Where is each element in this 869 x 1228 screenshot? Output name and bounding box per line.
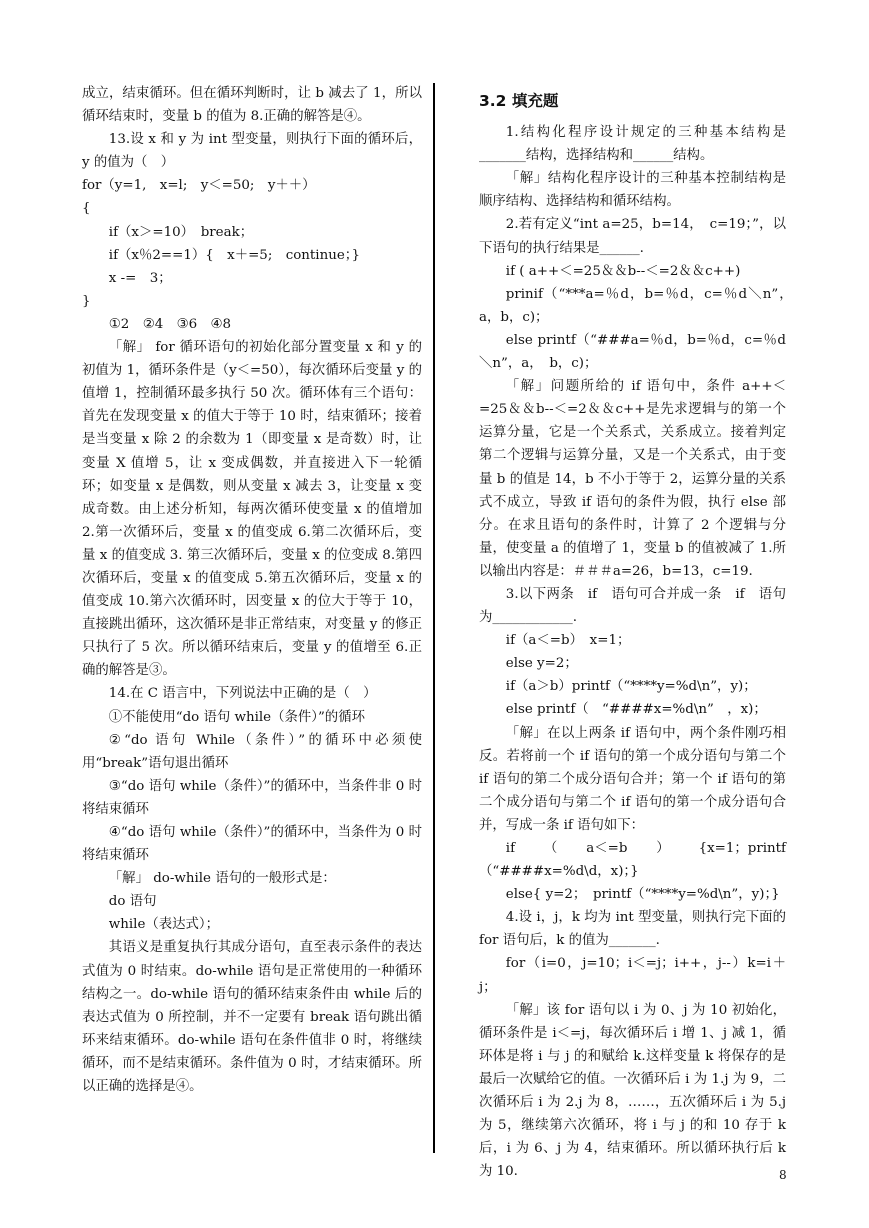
paragraph: ①2 ②4 ③6 ④8 [108,316,232,332]
paragraph: { [82,201,91,217]
paragraph: if（a＞b）printf（“****y=%d\n”，y)； [505,679,757,695]
paragraph: 「解」 for 循环语句的初始化部分置变量 x 和 y 的初值为 1，循环条件是（y＜=50），每次循环后变量 y 的值增 1，控制循环最多执行 50 次。循环体有三个语句：首先在发现变量 x 的值大于等于 10 时，结束循环；接着是当变量 x 除 2 的余数为 1（即变量 x 是奇数）时，让变量 X 值增 5，让 x 变成偶数，并直接进入下一轮循环；如变量 x 是偶数，则从变量 x 减去 3，让变量 x 变成奇数。由上述分析知，每两次循环使变量 x 的值增加 2.第一次循环后，变量 x 的值变成 6.第二次循环后，变量 x 的值变成 3. 第三次循环后，变量 x 的位变成 8.第四次循环后，变量 x 的值变成 5.第五次循环后，变量 x 的值变成 10.第六次循环时，因变量 x 的位大于等于 10，直接跳出循环，这次循环是非正常结束，对变量 y 的修正只执行了 5 次。所以循环结束后，变量 y 的值增至 6.正确的解答是③。 [82,340,422,679]
paragraph: 「解」在以上两条 if 语句中，两个条件刚巧相反。若将前一个 if 语句的第一个成分语句与第二个 if 语句的第二个成分语句合并；第一个 if 语句的第二个成分语句与第二个 if 语句的第一个成分语句合并，写成一条 if 语句如下： [479,725,786,833]
paragraph: for（i=0，j=10；i＜=j；i++，j--）k=i＋j； [479,956,786,995]
left-column [82,82,422,1098]
paragraph: if（a＜=b）{x=1；printf（“####x=%d\d，x)；} [479,841,786,880]
paragraph: for（y=1, x=l; y＜=50; y＋＋） [82,178,316,194]
paragraph: if（x＞=10） break； [108,224,254,240]
paragraph: if ( a++＜=25＆＆b--＜=2＆＆c++) [505,263,741,279]
paragraph: 2.若有定义“int a=25，b=14， c=19；”，以下语句的执行结果是______. [479,217,786,256]
page-number: 8 [779,1168,787,1182]
paragraph: 「解」 do-while 语句的一般形式是： [108,871,336,887]
paragraph: ①不能使用“do 语句 while（条件）”的循环 [108,709,365,725]
paragraph: 4.设 i，j，k 均为 int 型变量，则执行完下面的 for 语句后，k 的值为_______. [479,910,786,949]
paragraph: 14.在 C 语言中，下列说法中正确的是（ ） [108,686,377,702]
column-divider [433,83,435,1153]
paragraph: x -= 3； [108,270,172,286]
paragraph: ②“do 语句 While（条件）”的循环中必须使用“break”语句退出循环 [82,732,422,771]
paragraph: prinif（“***a=％d，b=％d，c=％d＼n”， a，b，c)； [479,286,800,325]
paragraph: do 语句 [108,894,157,910]
paragraph: else y=2； [505,656,578,672]
paragraph: if（a＜=b） x=1； [505,633,631,649]
paragraph: ③“do 语句 while（条件）”的循环中，当条件非 0 时将结束循环 [82,778,422,817]
paragraph: 其语义是重复执行其成分语句，直至表示条件的表达式值为 0 时结束。do-while 语句是正常使用的一种循环结构之一。do-while 语句的循环结束条件由 while 后的表达式值为 0 所控制，并不一定要有 break 语句跳出循环来结束循环。do-while 语句在条件值非 0 时，将继续循环，而不是结束循环。条件值为 0 时，才结束循环。所以正确的选择是④。 [82,940,422,1095]
paragraph: else printf（“###a=％d，b=％d，c=％d＼n”，a， b，c)； [479,332,786,372]
paragraph: 「解」问题所给的 if 语句中，条件 a++＜=25＆＆b--＜=2＆＆c++是先求逻辑与的第一个运算分量，它是一个关系式，关系成立。接着判定第二个逻辑与运算分量，又是一个关系式，由于变量 b 的值是 14，b 不小于等于 2，运算分量的关系式不成立，导致 if 语句的条件为假，执行 else 部分。在求且语句的条件时，计算了 2 个逻辑与分量，使变量 a 的值增了 1，变量 b 的值被减了 1.所以输出内容是：＃＃＃a=26，b=13，c=19. [479,379,786,579]
paragraph: 「解」该 for 语句以 i 为 0、j 为 10 初始化，循环条件是 i＜=j，每次循环后 i 增 1、j 减 1，循环体是将 i 与 j 的和赋给 k.这样变量 k 将保存的是最后一次赋给它的值。一次循环后 i 为 1.j 为 9，二次循环后 i 为 2.j 为 8，……，五次循环后 i 为 5.j 为 5，继续第六次循环，将 i 与 j 的和 10 存于 k 后，i 为 6、j 为 4，结束循环。所以循环执行后 k 为 10. [479,1002,786,1180]
section-heading: 3.2 填充题 [479,92,559,110]
right-column-body [479,121,800,1183]
paragraph: else{ y=2； printf（“****y=%d\n”，y)；} [505,887,780,903]
paragraph: 1.结构化程序设计规定的三种基本结构是_______结构，选择结构和______结构。 [479,125,786,164]
paragraph: 13.设 x 和 y 为 int 型变量，则执行下面的循环后，y 的值为（ ） [82,132,422,171]
paragraph: ④“do 语句 while（条件）”的循环中，当条件为 0 时将结束循环 [82,825,422,864]
paragraph: else printf（ “####x=%d\n” ，x)； [505,702,767,718]
paragraph: 3.以下两条 if 语句可合并成一条 if 语句为____________. [479,586,786,626]
paragraph: if（x％2==1）{ x＋=5; continue；} [108,247,360,263]
paragraph: while（表达式）； [108,917,220,933]
right-column [479,82,800,1183]
paragraph: 「解」结构化程序设计的三种基本控制结构是顺序结构、选择结构和循环结构。 [479,171,786,210]
paragraph: 成立，结束循环。但在循环判断时，让 b 减去了 1，所以循环结束时，变量 b 的值为 8.正确的解答是④。 [82,86,422,125]
paragraph: } [82,293,91,309]
